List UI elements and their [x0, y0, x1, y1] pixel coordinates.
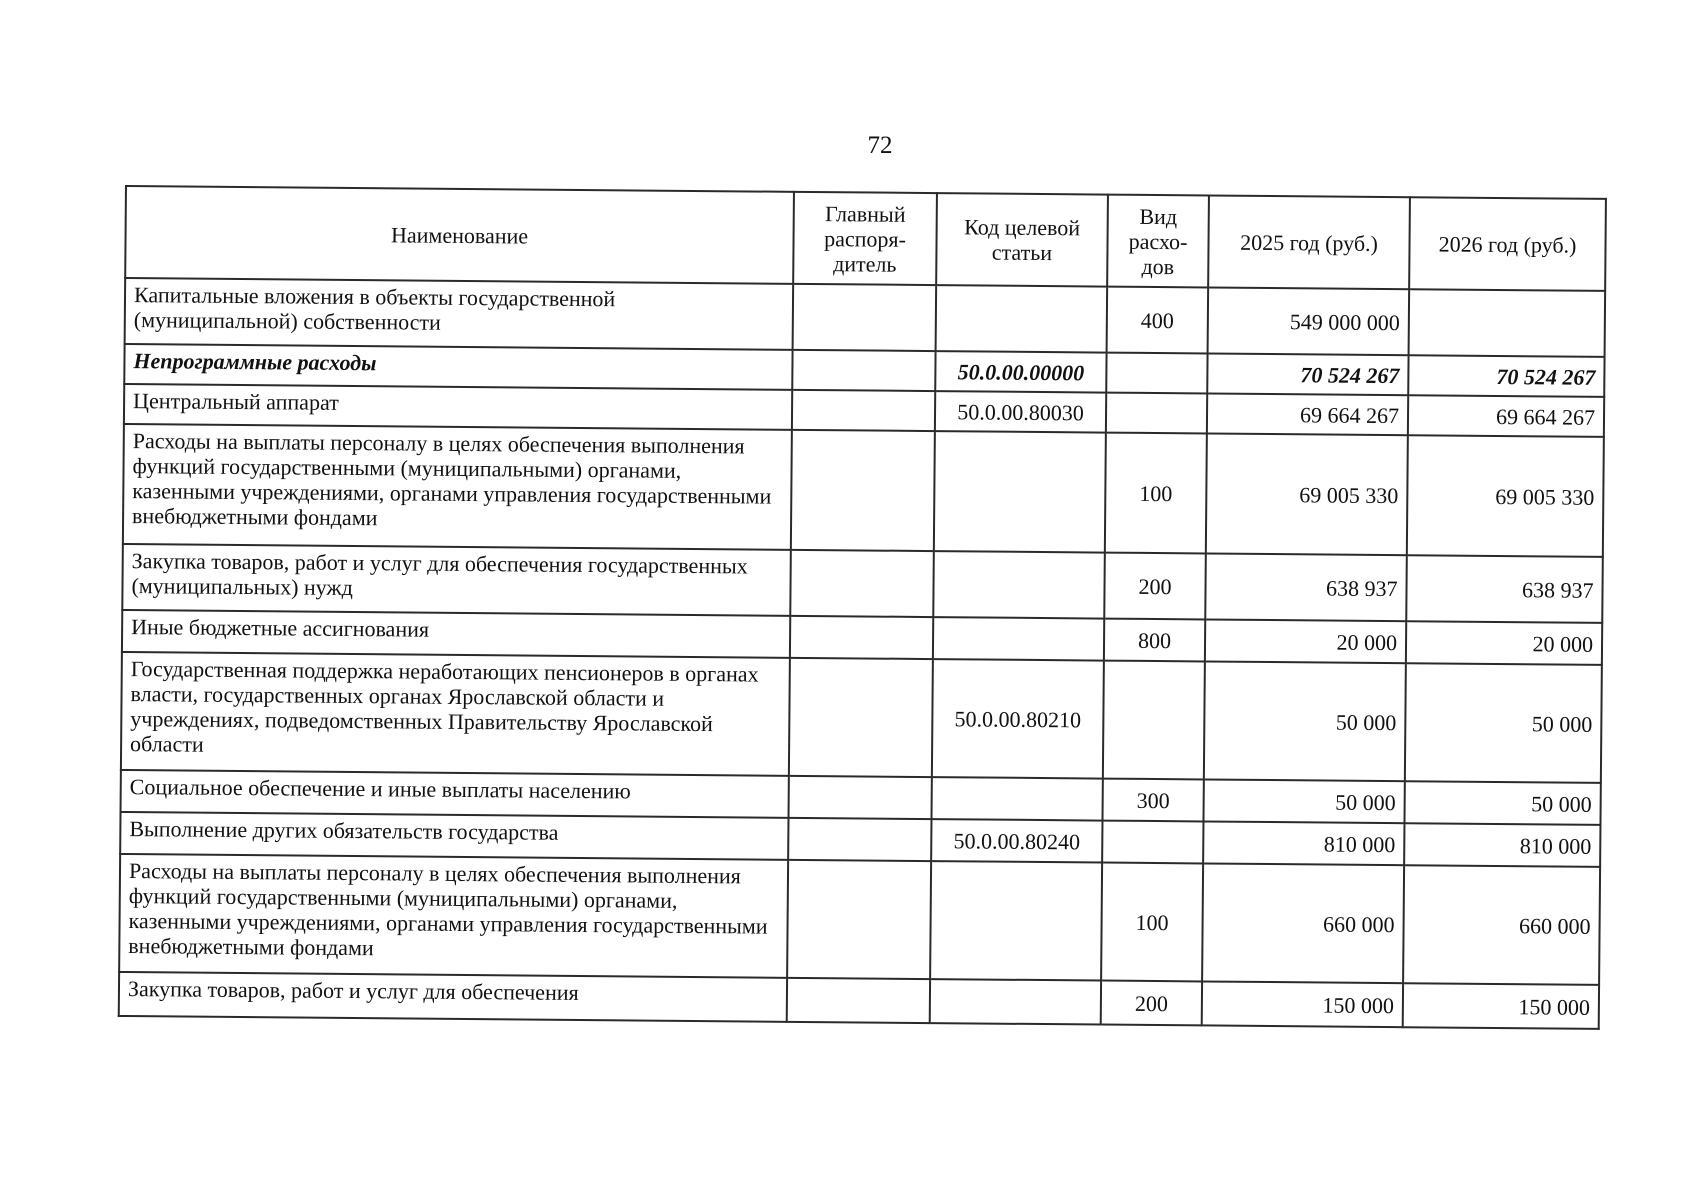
- header-year-2026: 2026 год (руб.): [1409, 197, 1606, 291]
- page-number: 72: [867, 132, 893, 159]
- cell-year-2025: 50 000: [1204, 661, 1406, 781]
- cell-year-2025: 638 937: [1205, 553, 1407, 621]
- cell-expense-type: 800: [1104, 619, 1205, 662]
- cell-main-manager: [792, 350, 935, 391]
- cell-main-manager: [790, 616, 933, 659]
- cell-main-manager: [787, 860, 931, 979]
- cell-year-2025: 20 000: [1205, 619, 1406, 663]
- cell-year-2026: 50 000: [1404, 781, 1600, 825]
- table-row: [119, 854, 1600, 985]
- header-target-code: Код целевой статьи: [936, 193, 1108, 286]
- table-header-row: [125, 186, 1606, 291]
- cell-name: Капитальные вложения в объекты государственной (муниципальной) собственности: [125, 278, 794, 350]
- cell-name: Закупка товаров, работ и услуг для обеспечения: [119, 972, 787, 1022]
- cell-main-manager: [793, 284, 937, 351]
- header-year-2025: 2025 год (руб.): [1208, 195, 1410, 289]
- cell-year-2026: 70 524 267: [1408, 355, 1604, 397]
- cell-year-2025: 70 524 267: [1207, 353, 1408, 395]
- table-row: [123, 424, 1604, 557]
- cell-year-2026: 638 937: [1406, 555, 1603, 623]
- cell-year-2025: 69 664 267: [1207, 393, 1408, 435]
- budget-table: [118, 185, 1607, 1030]
- cell-year-2026: 660 000: [1403, 865, 1600, 985]
- cell-main-manager: [789, 658, 933, 777]
- cell-year-2026: 20 000: [1406, 621, 1602, 665]
- header-expense-type: Вид расхо-дов: [1107, 195, 1209, 288]
- cell-name: Непрограммные расходы: [124, 344, 792, 390]
- cell-year-2026: 69 005 330: [1407, 435, 1604, 557]
- cell-name: Социальное обеспечение и иные выплаты населению: [121, 770, 789, 818]
- cell-target-code: [933, 617, 1104, 660]
- cell-name: Выполнение других обязательств государства: [120, 812, 788, 860]
- cell-year-2026: [1409, 289, 1606, 357]
- cell-main-manager: [790, 550, 934, 617]
- cell-year-2025: 150 000: [1202, 981, 1403, 1027]
- cell-target-code: 50.0.00.00000: [935, 351, 1106, 392]
- cell-target-code: [930, 979, 1101, 1024]
- cell-target-code: 50.0.00.80210: [932, 659, 1104, 778]
- cell-main-manager: [788, 818, 931, 861]
- cell-target-code: 50.0.00.80030: [935, 391, 1106, 432]
- cell-expense-type: [1103, 661, 1205, 780]
- cell-name: Расходы на выплаты персоналу в целях обеспечения выполнения функций государственными (муниципальными) органами, казенными учреждениями, органами управления государственными внебюджетными фондами: [119, 854, 788, 978]
- header-name: Наименование: [125, 186, 794, 284]
- cell-main-manager: [787, 978, 930, 1023]
- cell-expense-type: 200: [1104, 553, 1206, 620]
- table-row: [121, 652, 1602, 783]
- cell-year-2025: 660 000: [1202, 863, 1404, 983]
- cell-target-code: [936, 285, 1108, 352]
- cell-name: Иные бюджетные ассигнования: [122, 610, 790, 658]
- cell-target-code: [934, 431, 1106, 552]
- cell-main-manager: [791, 430, 935, 551]
- cell-year-2025: 810 000: [1203, 821, 1404, 865]
- cell-name: Государственная поддержка неработающих пенсионеров в органах власти, государственных органах Ярославской области и учреждениях, подведомственных Правительству Ярославской области: [121, 652, 790, 776]
- cell-target-code: 50.0.00.80240: [931, 819, 1102, 862]
- cell-expense-type: [1106, 353, 1207, 394]
- cell-expense-type: 100: [1101, 863, 1203, 982]
- cell-name: Центральный аппарат: [124, 384, 792, 430]
- cell-main-manager: [792, 390, 935, 431]
- cell-name: Расходы на выплаты персоналу в целях обеспечения выполнения функций государственными (муниципальными) органами, казенными учреждениями, органами управления государственными внебюджетными фондами: [123, 424, 792, 550]
- cell-expense-type: 300: [1102, 779, 1203, 822]
- cell-target-code: [931, 777, 1102, 820]
- cell-expense-type: [1102, 821, 1203, 864]
- cell-main-manager: [789, 776, 932, 819]
- header-main-manager: Главный распоря-дитель: [793, 192, 937, 285]
- cell-expense-type: [1106, 393, 1207, 434]
- cell-year-2026: 50 000: [1405, 663, 1602, 783]
- cell-expense-type: 200: [1101, 981, 1202, 1026]
- cell-year-2025: 50 000: [1203, 779, 1404, 823]
- cell-expense-type: 400: [1107, 287, 1209, 354]
- cell-year-2025: 69 005 330: [1206, 433, 1408, 555]
- cell-year-2026: 150 000: [1403, 983, 1599, 1029]
- cell-expense-type: 100: [1105, 433, 1207, 554]
- table-body: [119, 278, 1605, 1029]
- cell-year-2025: 549 000 000: [1208, 287, 1410, 355]
- cell-name: Закупка товаров, работ и услуг для обеспечения государственных (муниципальных) нужд: [122, 544, 791, 616]
- budget-table-wrapper: [118, 185, 1605, 1030]
- cell-target-code: [933, 551, 1105, 618]
- cell-target-code: [930, 861, 1102, 980]
- cell-year-2026: 810 000: [1404, 823, 1600, 867]
- cell-year-2026: 69 664 267: [1408, 395, 1604, 437]
